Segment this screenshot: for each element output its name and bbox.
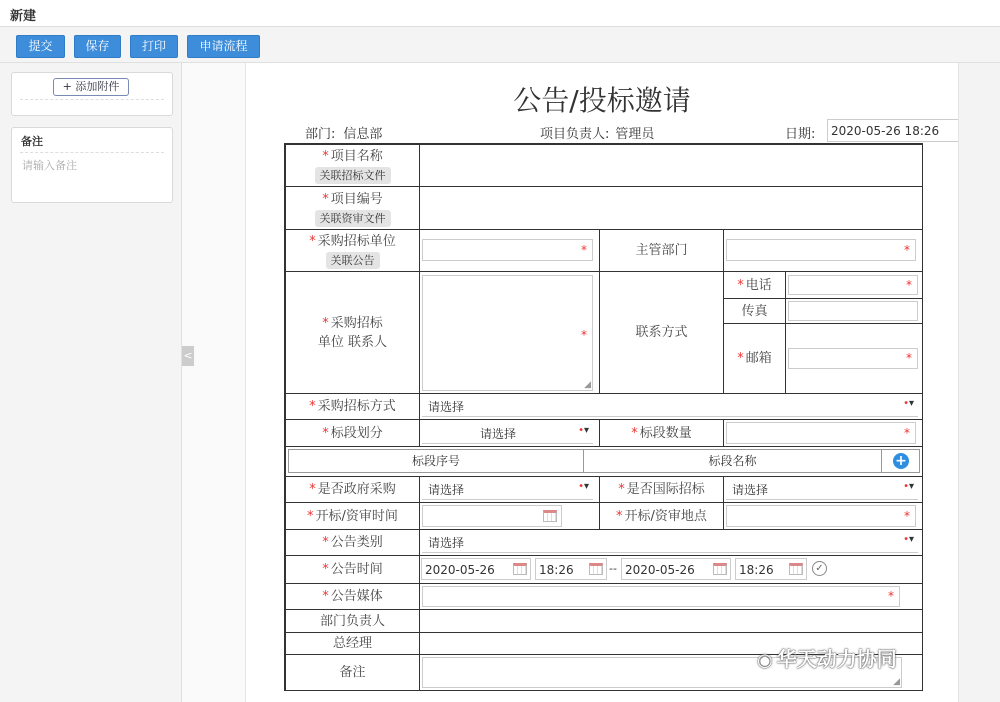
dept-head-field[interactable]: [419, 609, 923, 633]
open-time-label: 开标/资审时间: [315, 508, 398, 524]
open-time-field-cell: [419, 502, 600, 530]
calendar-icon[interactable]: [713, 563, 727, 575]
section-count-label: 标段数量: [639, 425, 692, 441]
bid-method-field-cell: [419, 393, 923, 420]
section-no-header: 标段序号: [288, 449, 584, 473]
required-mark: *: [322, 535, 329, 550]
notice-end-date-input[interactable]: [621, 558, 731, 580]
required-mark: *: [618, 482, 625, 497]
phone-cell: [723, 271, 786, 299]
fax-input[interactable]: [788, 301, 918, 321]
notice-time-cell: [285, 555, 420, 584]
notice-time-field-cell: [419, 555, 923, 584]
required-mark: *: [322, 589, 329, 604]
open-place-field-cell: [723, 502, 923, 530]
intl-bid-select[interactable]: [726, 478, 918, 500]
wechat-icon: ◉: [757, 650, 773, 671]
gm-label: 总经理: [285, 632, 420, 655]
open-place-label: 开标/资审地点: [624, 508, 707, 524]
notice-end-time-input[interactable]: [735, 558, 807, 580]
divider: [20, 99, 164, 100]
add-row-cell: [881, 449, 920, 473]
required-mark: *: [631, 425, 638, 441]
notice-type-select[interactable]: [422, 531, 918, 553]
remark-label: 备注: [285, 654, 420, 691]
required-mark: *: [904, 243, 910, 257]
notes-title: 备注: [21, 135, 43, 148]
required-mark: *: [888, 589, 894, 603]
calendar-icon[interactable]: [543, 510, 557, 522]
collapse-arrow-icon[interactable]: <: [182, 346, 194, 366]
save-button[interactable]: 保存: [74, 35, 121, 58]
notice-media-field-cell: [419, 583, 923, 610]
intl-bid-label: 是否国际招标: [626, 482, 705, 497]
add-attachment-button[interactable]: + 添加附件: [53, 78, 129, 96]
window-title: 新建: [0, 0, 1000, 27]
section-count-input[interactable]: [726, 422, 916, 444]
calendar-icon[interactable]: [589, 563, 603, 575]
calendar-icon[interactable]: [513, 563, 527, 575]
start-date-value: 2020-05-26: [425, 563, 495, 577]
date-label: 日期:: [785, 127, 816, 142]
section-div-select[interactable]: [422, 422, 593, 444]
project-no-cell: [285, 186, 420, 230]
attachment-panel: [11, 72, 173, 116]
required-mark: *: [581, 243, 587, 257]
toolbar: [0, 27, 1000, 63]
notice-type-cell: [285, 529, 420, 556]
contact-person-cell: [285, 271, 420, 394]
open-time-cell: [285, 502, 420, 530]
section-count-field-cell: [723, 419, 923, 447]
intl-bid-cell: [599, 476, 724, 503]
chevron-down-icon: •▾: [578, 425, 589, 436]
project-name-input[interactable]: [419, 144, 923, 187]
start-time-value: 18:26: [539, 563, 574, 577]
section-table: [285, 446, 923, 477]
plus-circle-icon[interactable]: +: [893, 453, 909, 469]
notice-media-label: 公告媒体: [330, 589, 383, 604]
link-qual-doc-button[interactable]: 关联资审文件: [315, 210, 391, 227]
supervisor-field-cell: [723, 229, 923, 272]
chevron-down-icon: •▾: [903, 398, 914, 409]
supervisor-input[interactable]: [726, 239, 916, 261]
contact-person-field-cell: [419, 271, 600, 394]
calendar-icon[interactable]: [789, 563, 803, 575]
select-value: 请选择: [428, 400, 465, 414]
section-div-cell: [285, 419, 420, 447]
gov-purchase-select[interactable]: [422, 478, 593, 500]
required-mark: *: [906, 351, 912, 365]
notice-media-cell: [285, 583, 420, 610]
gov-purchase-cell: [285, 476, 420, 503]
project-name-label: 项目名称: [330, 149, 383, 164]
notice-start-date-input[interactable]: [421, 558, 531, 580]
gov-purchase-field-cell: [419, 476, 600, 503]
open-time-input[interactable]: [422, 505, 562, 527]
required-mark: *: [309, 482, 316, 497]
leader-label: [540, 123, 654, 142]
project-no-label: 项目编号: [330, 191, 383, 207]
required-mark: *: [906, 278, 912, 292]
project-name-cell: [285, 144, 420, 187]
dept-label-text: 部门:: [305, 127, 336, 142]
watermark: [757, 643, 897, 672]
bid-method-select[interactable]: [422, 395, 918, 417]
contact-person-textarea[interactable]: [422, 275, 593, 391]
project-no-input[interactable]: [419, 186, 923, 230]
intl-bid-field-cell: [723, 476, 923, 503]
resize-grip-icon[interactable]: ◢: [893, 677, 900, 687]
right-gutter: [958, 63, 1000, 702]
notice-time-label: 公告时间: [330, 562, 383, 577]
email-field-cell: [785, 323, 923, 394]
open-place-cell: [599, 502, 724, 530]
print-button[interactable]: 打印: [130, 35, 178, 58]
required-mark: *: [737, 277, 744, 293]
section-div-label: 标段划分: [330, 425, 383, 441]
email-label: 邮箱: [745, 351, 772, 366]
required-mark: *: [616, 508, 623, 524]
dept-value: 信息部: [343, 127, 383, 142]
email-input[interactable]: [788, 348, 918, 369]
notice-type-field-cell: [419, 529, 923, 556]
link-notice-button[interactable]: 关联公告: [326, 252, 380, 269]
apply-flow-button[interactable]: 申请流程: [187, 35, 260, 58]
contact-method-label: 联系方式: [599, 271, 724, 394]
select-value: 请选择: [428, 483, 465, 497]
chevron-down-icon: •▾: [903, 481, 914, 492]
contact-person-label-1: 采购招标: [330, 315, 383, 331]
gov-purchase-label: 是否政府采购: [317, 482, 396, 497]
required-mark: *: [581, 328, 587, 342]
purchaser-field-cell: [419, 229, 600, 272]
purchaser-input[interactable]: [422, 239, 593, 261]
required-mark: *: [322, 562, 329, 577]
date-value: 2020-05-26 18:26: [831, 124, 940, 138]
fax-label: 传真: [723, 298, 786, 324]
dept-label: [305, 123, 382, 142]
notes-panel: [11, 127, 173, 203]
phone-input[interactable]: [788, 275, 918, 295]
bid-method-label: 采购招标方式: [317, 399, 396, 414]
gutter: [182, 63, 246, 702]
required-mark: *: [309, 234, 316, 249]
divider: [20, 152, 164, 153]
required-mark: *: [322, 315, 329, 331]
fax-field-cell: [785, 298, 923, 324]
end-date-value: 2020-05-26: [625, 563, 695, 577]
section-div-field-cell: [419, 419, 600, 447]
select-value: 请选择: [732, 483, 769, 497]
bid-method-cell: [285, 393, 420, 420]
supervisor-label: 主管部门: [599, 229, 724, 272]
required-mark: *: [904, 509, 910, 523]
submit-button[interactable]: 提交: [16, 35, 65, 58]
resize-grip-icon[interactable]: ◢: [584, 380, 591, 390]
phone-field-cell: [785, 271, 923, 299]
date-field[interactable]: [827, 119, 962, 142]
watermark-text: 华天动力协同: [776, 647, 897, 671]
notice-start-time-input[interactable]: [535, 558, 607, 580]
required-mark: *: [307, 508, 314, 524]
notice-media-input[interactable]: [422, 586, 900, 607]
end-time-value: 18:26: [739, 563, 774, 577]
chevron-down-icon: •▾: [578, 481, 589, 492]
leader-label-text: 项目负责人:: [540, 127, 610, 142]
email-cell: [723, 323, 786, 394]
contact-person-label-2: 单位 联系人: [317, 334, 388, 350]
required-mark: *: [322, 149, 329, 164]
section-count-cell: [599, 419, 724, 447]
notice-type-label: 公告类别: [330, 535, 383, 550]
range-separator: --: [609, 562, 617, 575]
required-mark: *: [322, 425, 329, 441]
check-circle-icon[interactable]: ✓: [812, 561, 827, 576]
form-table: [284, 143, 923, 691]
select-value: 请选择: [480, 427, 517, 441]
section-name-header: 标段名称: [583, 449, 882, 473]
purchaser-cell: [285, 229, 420, 272]
open-place-input[interactable]: [726, 505, 916, 527]
form-title: 公告/投标邀请: [513, 84, 691, 117]
required-mark: *: [309, 399, 316, 414]
phone-label: 电话: [745, 277, 772, 293]
select-value: 请选择: [428, 536, 465, 550]
required-mark: *: [322, 191, 329, 207]
link-bid-doc-button[interactable]: 关联招标文件: [315, 167, 391, 184]
chevron-down-icon: •▾: [903, 534, 914, 545]
leader-value: 管理员: [615, 127, 655, 142]
dept-head-label: 部门负责人: [285, 609, 420, 633]
required-mark: *: [737, 351, 744, 366]
left-sidebar: [0, 63, 182, 702]
required-mark: *: [904, 426, 910, 440]
notes-input[interactable]: 请输入备注: [22, 159, 77, 172]
purchaser-label: 采购招标单位: [317, 234, 396, 249]
